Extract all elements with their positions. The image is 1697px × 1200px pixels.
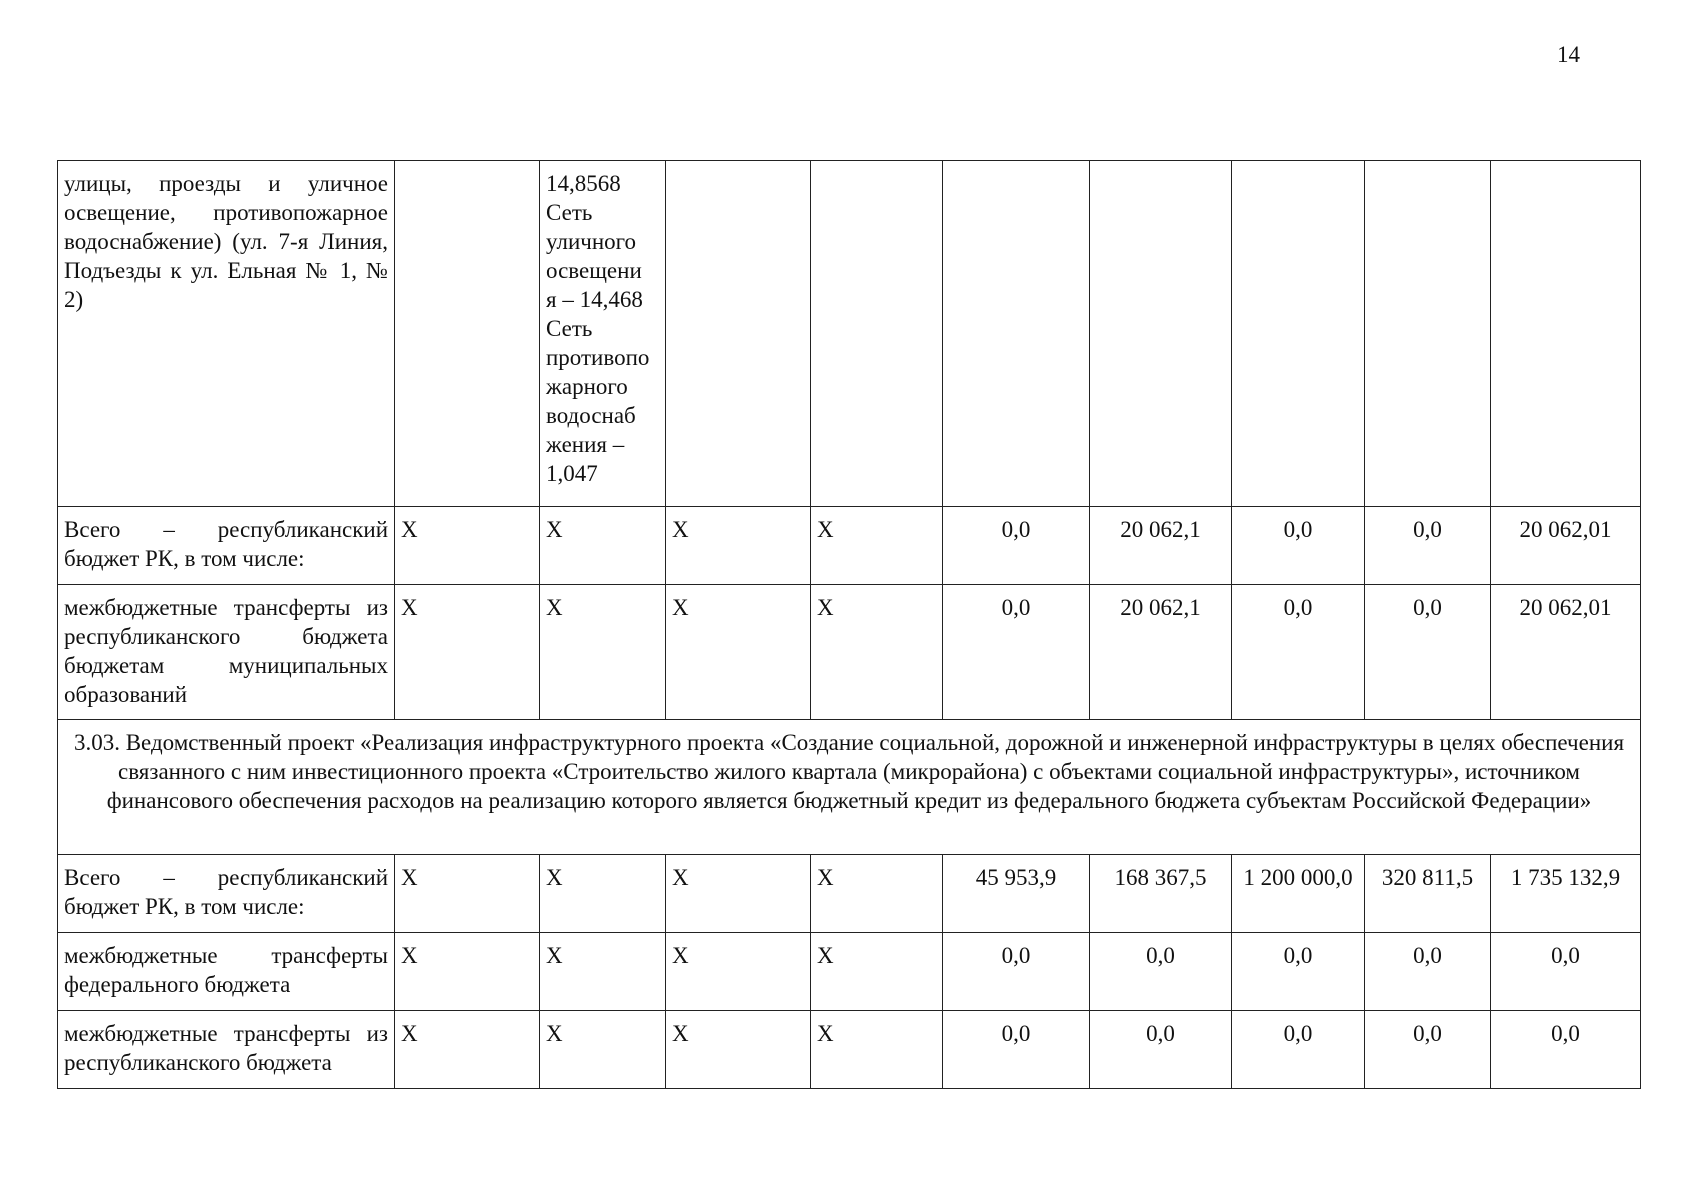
- table-cell: 0,0: [1491, 1011, 1641, 1089]
- row-name-cell: межбюджетные трансферты из республиканского бюджета бюджетам муниципальных образований: [58, 585, 395, 720]
- table-cell: 168 367,5: [1090, 855, 1232, 933]
- table-cell: [666, 161, 811, 507]
- table-cell: Х: [395, 855, 540, 933]
- table-cell: Х: [811, 507, 943, 585]
- table-cell: Х: [540, 855, 666, 933]
- table-cell: Х: [540, 585, 666, 720]
- table-cell: 20 062,01: [1491, 507, 1641, 585]
- table-cell: Х: [666, 507, 811, 585]
- table-cell: 0,0: [943, 585, 1090, 720]
- table-cell: Х: [540, 507, 666, 585]
- budget-table: [57, 160, 1641, 1089]
- table-cell: 0,0: [1365, 933, 1491, 1011]
- table-cell: Х: [811, 585, 943, 720]
- capacity-cell: 14,8568 Сеть уличного освещени я – 14,468 Сеть противопо жарного водоснаб жения – 1,047: [540, 161, 666, 507]
- section-title: 3.03. Ведомственный проект «Реализация инфраструктурного проекта «Создание социальной, дорожной и инженерной инфраструктуры в целях обеспечения связанного с ним инвестиционного проекта «Строительство жилого квартала (микрорайона) с объектами социальной инфраструктуры», источником финансового обеспечения расходов на реализацию которого является бюджетный кредит из федерального бюджета субъектам Российской Федерации»: [58, 720, 1641, 855]
- table-cell: [811, 161, 943, 507]
- section-header-row: [58, 720, 1641, 855]
- table-cell: 0,0: [943, 1011, 1090, 1089]
- table-cell: 1 735 132,9: [1491, 855, 1641, 933]
- table-cell: Х: [811, 1011, 943, 1089]
- table-cell: 320 811,5: [1365, 855, 1491, 933]
- table-row: [58, 161, 1641, 507]
- table-cell: Х: [666, 933, 811, 1011]
- table-cell: [943, 161, 1090, 507]
- table-cell: 0,0: [1365, 585, 1491, 720]
- table-cell: 0,0: [1365, 1011, 1491, 1089]
- table-cell: 20 062,1: [1090, 507, 1232, 585]
- table-cell: 0,0: [1232, 585, 1365, 720]
- row-name-cell: улицы, проезды и уличное освещение, противопожарное водоснабжение) (ул. 7-я Линия, Подъезды к ул. Ельная № 1, № 2): [58, 161, 395, 507]
- table-cell: 0,0: [1365, 507, 1491, 585]
- row-name-cell: межбюджетные трансферты из республиканского бюджета: [58, 1011, 395, 1089]
- table-cell: 0,0: [943, 933, 1090, 1011]
- table-row: [58, 855, 1641, 933]
- table-cell: Х: [395, 933, 540, 1011]
- table-cell: 0,0: [1232, 933, 1365, 1011]
- page-number: 14: [1557, 42, 1580, 67]
- table-cell: 0,0: [1232, 1011, 1365, 1089]
- table-row: [58, 1011, 1641, 1089]
- row-name-cell: межбюджетные трансферты федерального бюджета: [58, 933, 395, 1011]
- table-cell: 0,0: [1090, 1011, 1232, 1089]
- table-cell: 0,0: [1491, 933, 1641, 1011]
- table-row: [58, 933, 1641, 1011]
- table-cell: [1365, 161, 1491, 507]
- table-cell: 0,0: [1232, 507, 1365, 585]
- table-cell: Х: [666, 585, 811, 720]
- table-cell: Х: [395, 1011, 540, 1089]
- table-cell: Х: [811, 855, 943, 933]
- table-cell: 20 062,1: [1090, 585, 1232, 720]
- table-cell: [1090, 161, 1232, 507]
- table-row: [58, 507, 1641, 585]
- table-cell: 0,0: [1090, 933, 1232, 1011]
- table-cell: Х: [666, 855, 811, 933]
- table-row: [58, 585, 1641, 720]
- table-cell: [1491, 161, 1641, 507]
- table-cell: Х: [395, 507, 540, 585]
- table-cell: [395, 161, 540, 507]
- table-cell: 0,0: [943, 507, 1090, 585]
- table-cell: Х: [666, 1011, 811, 1089]
- table-cell: 20 062,01: [1491, 585, 1641, 720]
- table-cell: Х: [540, 933, 666, 1011]
- row-name-cell: Всего – республиканский бюджет РК, в том числе:: [58, 507, 395, 585]
- table-cell: [1232, 161, 1365, 507]
- table-cell: Х: [540, 1011, 666, 1089]
- table-cell: Х: [395, 585, 540, 720]
- table-cell: 45 953,9: [943, 855, 1090, 933]
- table-cell: Х: [811, 933, 943, 1011]
- row-name-cell: Всего – республиканский бюджет РК, в том числе:: [58, 855, 395, 933]
- table-cell: 1 200 000,0: [1232, 855, 1365, 933]
